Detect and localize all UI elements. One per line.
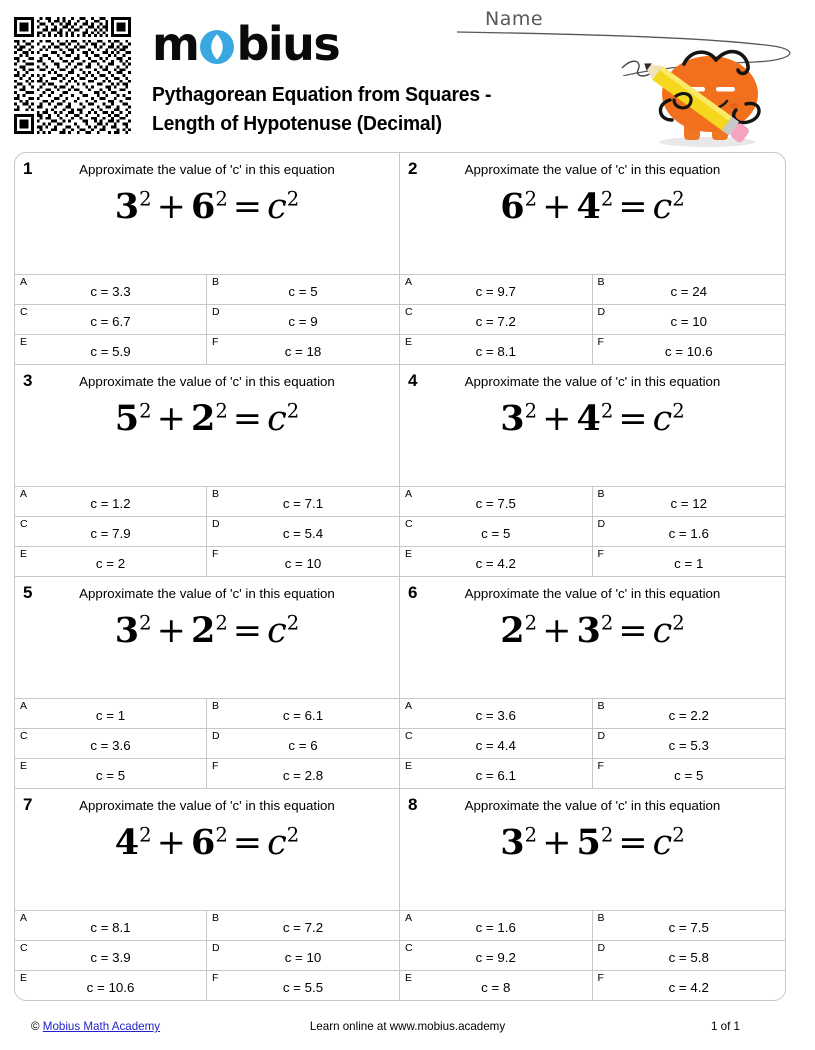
equation-term-a: 5 [114,397,140,439]
option-value: c = 5.5 [282,980,324,995]
equation-unknown: c [652,822,673,863]
question-prompt: Approximate the value of 'c' in this equation [79,374,335,389]
option-value: c = 7.2 [475,314,516,329]
question-prompt-area [15,577,399,699]
option-value: c = 5.3 [668,738,709,753]
question-number: 6 [408,583,418,602]
equation-equals: = [232,822,263,863]
equation-term-a: 3 [114,185,140,227]
option-b[interactable] [593,699,786,728]
option-d[interactable] [593,729,786,758]
option-letter: B [212,912,220,924]
option-letter: D [597,518,606,530]
option-letter: B [597,488,605,500]
equation-term-b: 5 [576,821,601,863]
option-c[interactable] [15,517,207,546]
equation-plus: + [156,822,186,863]
option-letter: F [597,972,604,984]
question-cell [400,577,785,789]
equation-equals: = [232,610,263,651]
equation-plus: + [542,186,572,227]
option-letter: F [597,336,604,348]
equation [15,185,399,227]
question-cell [15,577,400,789]
option-letter: D [212,730,220,742]
option-row [15,487,399,517]
equation-exponent: 2 [215,399,228,423]
option-value: c = 24 [670,284,708,299]
equation-equals: = [618,398,648,439]
footer-page-number: 1 of 1 [710,1020,740,1033]
equation [400,185,785,227]
option-value: c = 10 [284,950,322,965]
option-f[interactable] [207,547,399,576]
option-value: c = 3.6 [90,738,131,753]
option-row [400,305,785,335]
question-number: 4 [408,371,418,390]
option-value: c = 9.7 [475,284,516,299]
page-footer [0,1016,815,1040]
option-value: c = 1.6 [668,526,709,541]
equation [400,609,785,651]
option-c[interactable] [15,729,207,758]
option-value: c = 6.1 [282,708,324,723]
equation-exponent: 2 [139,611,152,635]
option-row [400,547,785,576]
option-row [15,305,399,335]
option-letter: B [212,700,220,712]
option-c[interactable] [15,941,207,970]
option-letter: F [597,548,604,560]
question-row [15,577,785,789]
option-a[interactable] [15,699,207,728]
worksheet-grid [14,152,786,1001]
option-row [400,699,785,729]
question-prompt: Approximate the value of 'c' in this equation [464,374,721,389]
option-d[interactable] [207,517,399,546]
option-row [15,729,399,759]
equation-exponent: 2 [600,823,614,847]
question-row [15,153,785,365]
equation-plus: + [156,398,186,439]
equation-exponent: 2 [286,187,300,211]
question-number: 7 [23,795,33,814]
equation [400,821,785,863]
option-letter: E [405,972,413,984]
option-letter: C [20,518,28,530]
option-letter: F [597,760,604,772]
equation-term-b: 4 [576,185,601,227]
option-value: c = 5.4 [282,526,324,541]
option-a[interactable] [400,911,593,940]
option-d[interactable] [207,729,399,758]
question-number: 8 [408,795,418,814]
option-b[interactable] [207,699,399,728]
option-value: c = 5 [288,284,318,299]
option-c[interactable] [400,517,593,546]
option-a[interactable] [400,699,593,728]
option-letter: E [20,972,28,984]
option-row [400,971,785,1000]
option-row [400,729,785,759]
option-c[interactable] [400,729,593,758]
option-letter: A [20,700,28,712]
option-c[interactable] [400,305,593,334]
equation-term-a: 4 [114,821,140,863]
equation-exponent: 2 [215,823,228,847]
option-row [15,759,399,788]
equation-exponent: 2 [524,823,538,847]
equation-equals: = [232,398,263,439]
option-f[interactable] [593,759,786,788]
option-value: c = 1.6 [475,920,516,935]
option-value: c = 10 [284,556,322,571]
option-value: c = 3.3 [90,284,131,299]
equation-exponent: 2 [600,611,614,635]
option-letter: B [212,488,220,500]
option-a[interactable] [400,487,593,516]
equation-term-a: 3 [114,609,140,651]
option-letter: E [20,336,28,348]
option-d[interactable] [207,941,399,970]
option-value: c = 7.9 [90,526,131,541]
option-value: c = 6.7 [90,314,131,329]
option-letter: F [212,548,219,560]
question-prompt: Approximate the value of 'c' in this equation [79,162,335,177]
option-e[interactable] [15,971,207,1000]
option-e[interactable] [15,759,207,788]
option-c[interactable] [400,941,593,970]
option-row [400,275,785,305]
question-row [15,789,785,1000]
option-letter: E [405,760,413,772]
equation-unknown: c [267,610,287,651]
option-letter: C [405,942,413,954]
equation-plus: + [542,822,572,863]
option-letter: C [405,730,413,742]
option-d[interactable] [593,305,786,334]
option-value: c = 8.1 [90,920,131,935]
equation-term-b: 2 [190,397,216,439]
option-d[interactable] [207,305,399,334]
option-letter: A [405,276,413,288]
option-value: c = 8.1 [475,344,516,359]
question-prompt-area [400,789,785,911]
question-prompt-area [15,153,399,275]
option-letter: D [212,518,220,530]
option-value: c = 4.2 [668,980,709,995]
option-letter: D [597,306,606,318]
option-value: c = 4.2 [475,556,516,571]
equation-exponent: 2 [672,611,685,635]
equation-equals: = [232,186,263,227]
option-value: c = 6.1 [475,768,516,783]
option-letter: C [405,306,413,318]
qr-code-icon [14,17,131,134]
option-row [15,275,399,305]
question-cell [400,153,785,365]
option-a[interactable] [15,911,207,940]
option-a[interactable] [15,487,207,516]
option-f[interactable] [207,971,399,1000]
question-prompt-area [400,365,785,487]
option-letter: D [597,730,606,742]
equation-term-a: 3 [500,397,525,439]
question-prompt-area [15,789,399,911]
question-row [15,365,785,577]
option-d[interactable] [593,941,786,970]
option-value: c = 5 [95,768,126,783]
equation-exponent: 2 [672,187,685,211]
option-letter: A [405,912,413,924]
option-d[interactable] [593,517,786,546]
equation-exponent: 2 [215,611,228,635]
equation-unknown: c [267,822,287,863]
option-row [15,547,399,576]
equation-exponent: 2 [672,399,685,423]
option-value: c = 10.6 [664,344,713,359]
equation-exponent: 2 [524,187,538,211]
option-b[interactable] [207,911,399,940]
option-value: c = 5.9 [90,344,131,359]
option-value: c = 8 [481,980,511,995]
question-prompt: Approximate the value of 'c' in this equation [79,586,335,601]
question-prompt: Approximate the value of 'c' in this equation [464,162,721,177]
page-title: Pythagorean Equation from Squares - Length of Hypotenuse (Decimal) [152,83,492,136]
option-row [15,517,399,547]
option-a[interactable] [400,275,593,304]
option-letter: F [212,760,219,772]
option-a[interactable] [15,275,207,304]
option-row [400,487,785,517]
option-row [15,335,399,364]
name-label: Name [485,8,544,30]
option-e[interactable] [400,759,593,788]
option-letter: B [212,276,220,288]
option-value: c = 12 [670,496,708,511]
equation-exponent: 2 [524,399,538,423]
option-letter: E [20,760,28,772]
option-b[interactable] [207,487,399,516]
logo-wordmark [152,17,340,71]
option-value: c = 7.5 [668,920,709,935]
option-value: c = 4.4 [475,738,516,753]
option-letter: A [20,488,28,500]
option-value: c = 5 [481,526,511,541]
option-row [15,699,399,729]
equation-unknown: c [267,186,287,227]
option-letter: E [405,548,413,560]
option-letter: D [212,942,220,954]
option-row [15,971,399,1000]
option-value: c = 7.5 [475,496,516,511]
option-value: c = 18 [284,344,322,359]
equation-unknown: c [652,610,673,651]
equation-equals: = [618,822,648,863]
option-row [15,941,399,971]
option-row [400,517,785,547]
option-value: c = 1.2 [90,496,131,511]
equation-exponent: 2 [672,823,685,847]
option-b[interactable] [207,275,399,304]
option-letter: C [20,942,28,954]
question-number: 2 [408,159,418,178]
equation-exponent: 2 [215,187,228,211]
equation-term-a: 6 [500,185,525,227]
equation-equals: = [618,186,648,227]
equation-exponent: 2 [600,187,614,211]
question-number: 3 [23,371,33,390]
mobius-math-academy-link[interactable]: Mobius Math Academy [42,1020,161,1033]
option-value: c = 1 [95,708,126,723]
option-b[interactable] [593,275,786,304]
equation-exponent: 2 [286,611,300,635]
option-row [400,911,785,941]
equation-unknown: c [652,186,673,227]
option-value: c = 1 [674,556,704,571]
equation-unknown: c [652,398,673,439]
option-b[interactable] [593,487,786,516]
footer-tagline: Learn online at www.mobius.academy [309,1020,506,1033]
option-value: c = 2.2 [668,708,709,723]
equation-term-b: 4 [576,397,601,439]
option-row [400,335,785,364]
option-f[interactable] [593,335,786,364]
option-letter: B [597,700,605,712]
option-value: c = 3.6 [475,708,516,723]
option-value: c = 5 [674,768,704,783]
option-row [400,759,785,788]
option-e[interactable] [15,335,207,364]
equation-exponent: 2 [524,611,538,635]
equation-plus: + [156,610,186,651]
option-e[interactable] [400,547,593,576]
option-value: c = 3.9 [90,950,131,965]
option-f[interactable] [593,971,786,1000]
option-letter: B [597,276,605,288]
option-letter: F [212,336,219,348]
option-letter: A [20,912,28,924]
option-e[interactable] [400,335,593,364]
option-letter: D [212,306,220,318]
equation [15,609,399,651]
copyright-symbol: © [31,1020,40,1033]
question-cell [15,365,400,577]
equation-plus: + [542,398,572,439]
question-prompt-area [400,577,785,699]
question-prompt: Approximate the value of 'c' in this equation [464,798,721,813]
question-prompt-area [15,365,399,487]
equation-exponent: 2 [139,399,152,423]
option-value: c = 2 [95,556,126,571]
equation-term-b: 2 [190,609,216,651]
question-number: 1 [23,159,33,178]
equation-plus: + [156,186,186,227]
option-e[interactable] [15,547,207,576]
option-letter: C [20,306,28,318]
equation-equals: = [618,610,648,651]
option-value: c = 2.8 [282,768,324,783]
mascot-icon [612,38,802,150]
question-cell [15,153,400,365]
option-letter: A [405,488,413,500]
equation-term-b: 6 [190,185,216,227]
option-value: c = 9 [288,314,318,329]
option-letter: F [212,972,219,984]
option-f[interactable] [207,759,399,788]
option-row [400,941,785,971]
question-cell [400,789,785,1000]
equation-unknown: c [267,398,287,439]
equation [400,397,785,439]
equation-exponent: 2 [139,823,152,847]
question-prompt: Approximate the value of 'c' in this equation [464,586,721,601]
question-cell [400,365,785,577]
equation [15,397,399,439]
mobius-o-icon [199,29,235,65]
option-value: c = 10.6 [86,980,135,995]
equation-exponent: 2 [600,399,614,423]
equation-term-b: 6 [190,821,216,863]
option-letter: A [405,700,413,712]
equation-term-b: 3 [576,609,601,651]
option-row [15,911,399,941]
equation-exponent: 2 [139,187,152,211]
option-value: c = 5.8 [668,950,709,965]
equation-plus: + [542,610,572,651]
option-letter: D [597,942,606,954]
option-value: c = 7.2 [282,920,324,935]
logo-text-after: bius [236,17,340,71]
equation [15,821,399,863]
option-letter: E [405,336,413,348]
option-value: c = 7.1 [282,496,324,511]
option-c[interactable] [15,305,207,334]
question-cell [15,789,400,1000]
logo-text-before: m [152,17,199,71]
option-f[interactable] [593,547,786,576]
option-letter: B [597,912,605,924]
question-prompt-area [400,153,785,275]
equation-exponent: 2 [286,823,300,847]
question-number: 5 [23,583,33,602]
equation-exponent: 2 [286,399,300,423]
option-value: c = 10 [670,314,708,329]
option-letter: C [405,518,413,530]
option-letter: C [20,730,28,742]
question-prompt: Approximate the value of 'c' in this equation [79,798,335,813]
option-e[interactable] [400,971,593,1000]
option-b[interactable] [593,911,786,940]
option-letter: E [20,548,28,560]
equation-term-a: 2 [500,609,525,651]
option-value: c = 6 [288,738,318,753]
page-header [0,0,815,148]
equation-term-a: 3 [500,821,525,863]
option-value: c = 9.2 [475,950,516,965]
option-f[interactable] [207,335,399,364]
option-letter: A [20,276,28,288]
